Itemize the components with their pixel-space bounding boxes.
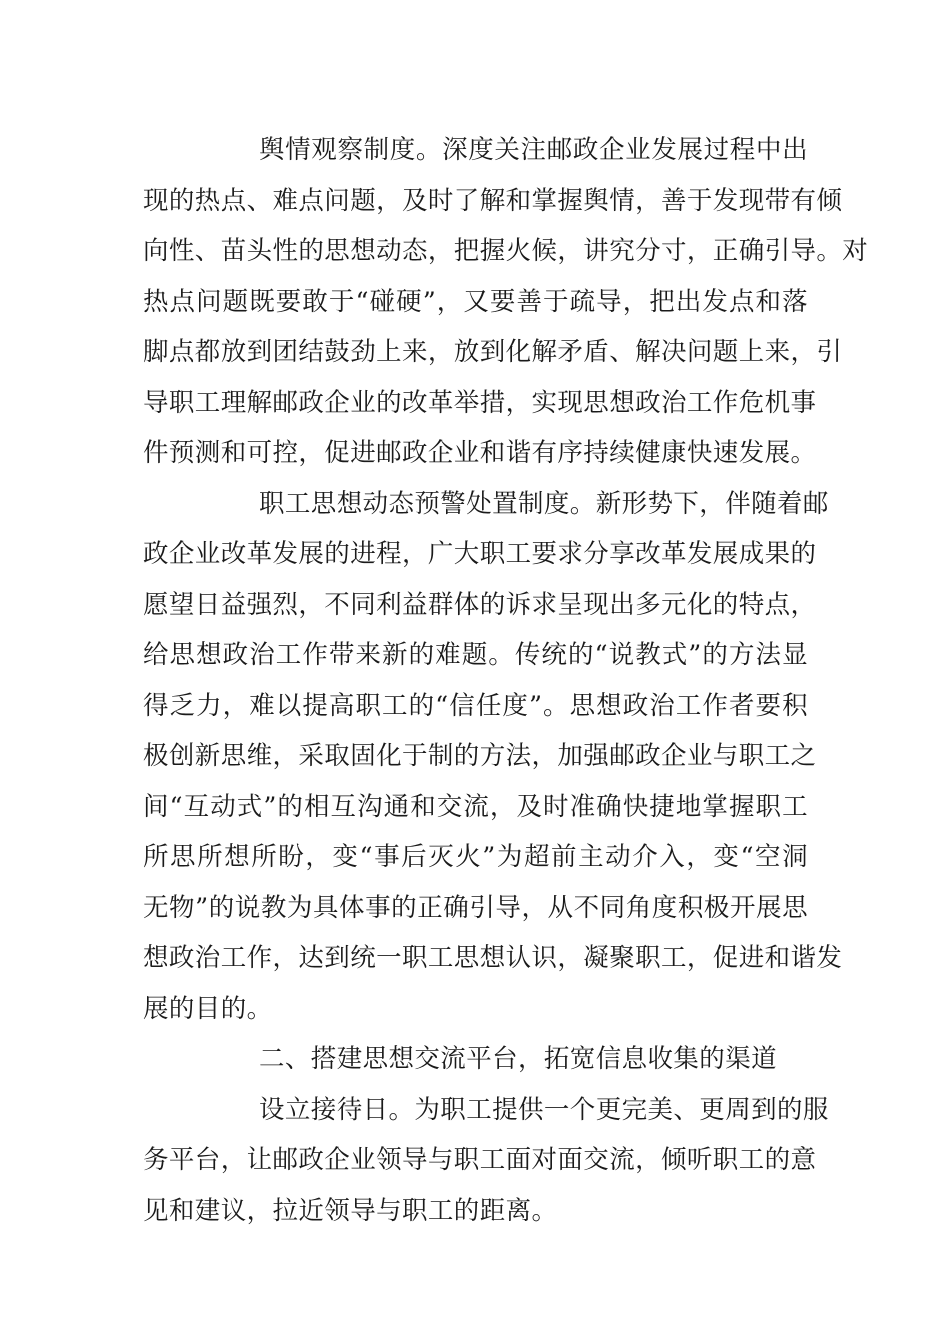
text-line: 所思所想所盼，变“事后灭火”为超前主动介入，变“空洞 [143,842,808,872]
text-line: 设立接待日。为职工提供一个更完美、更周到的服 [259,1094,829,1125]
text-line: 脚点都放到团结鼓劲上来，放到化解矛盾、解决问题上来，引 [143,337,843,367]
text-line: 想政治工作，达到统一职工思想认识，凝聚职工，促进和谐发 [143,943,843,973]
document-body [143,125,869,1236]
text-line: 务平台，让邮政企业领导与职工面对面交流，倾听职工的意 [143,1145,817,1175]
heading-line: 二、搭建思想交流平台，拓宽信息收集的渠道 [259,1044,778,1074]
text-line: 极创新思维，采取固化于制的方法，加强邮政企业与职工之 [143,741,817,771]
text-line: 导职工理解邮政企业的改革举措，实现思想政治工作危机事 [143,387,817,418]
section-heading [143,1034,808,1085]
text-line: 给思想政治工作带来新的难题。传统的“说教式”的方法显 [143,640,808,670]
text-line: 舆情观察制度。深度关注邮政企业发展过程中出 [259,135,808,165]
text-line: 展的目的。 [143,993,273,1024]
text-line: 现的热点、难点问题，及时了解和掌握舆情，善于发现带有倾 [143,185,843,216]
text-line: 愿望日益强烈，不同利益群体的诉求呈现出多元化的特点， [143,589,817,620]
text-line: 政企业改革发展的进程，广大职工要求分享改革发展成果的 [143,539,817,569]
paragraph-reception-day [143,1085,829,1237]
text-line: 热点问题既要敢于“碰硬”，又要善于疏导，把出发点和落 [143,286,808,317]
text-line: 见和建议，拉近领导与职工的距离。 [143,1195,558,1226]
text-line: 得乏力，难以提高职工的“信任度”。思想政治工作者要积 [143,690,808,721]
text-line: 职工思想动态预警处置制度。新形势下，伴随着邮 [259,488,829,519]
text-line: 间“互动式”的相互沟通和交流，及时准确快捷地掌握职工 [143,791,808,822]
paragraph-early-warning [143,479,843,1035]
paragraph-opinion-observation [143,125,869,479]
text-line: 向性、苗头性的思想动态，把握火候，讲究分寸，正确引导。对 [143,236,869,266]
text-line: 无物”的说教为具体事的正确引导，从不同角度积极开展思 [143,892,808,923]
text-line: 件预测和可控，促进邮政企业和谐有序持续健康快速发展。 [143,438,817,468]
